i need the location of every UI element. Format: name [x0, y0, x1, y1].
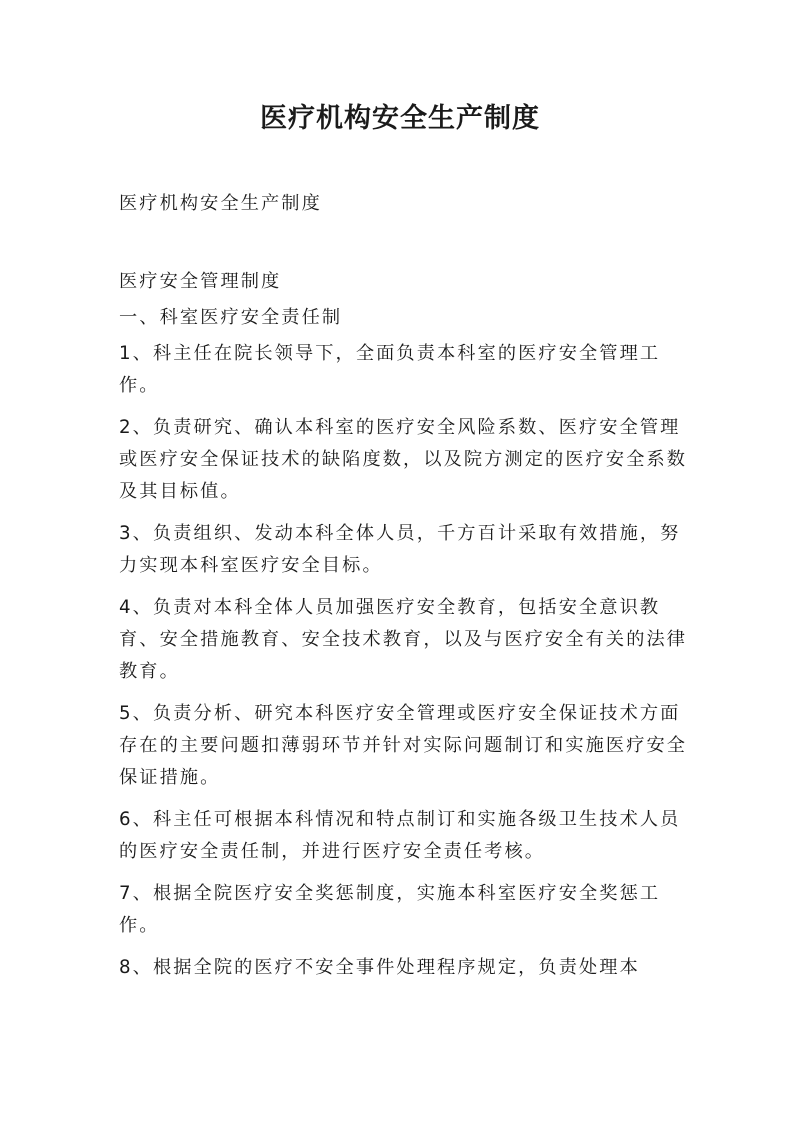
chapter-heading: 一、科室医疗安全责任制	[119, 307, 343, 328]
list-item: 1、科主任在院长领导下，全面负责本科室的医疗安全管理工作。	[119, 343, 661, 396]
document-subtitle: 医疗机构安全生产制度	[119, 193, 322, 214]
list-item: 2、负责研究、确认本科室的医疗安全风险系数、医疗安全管理或医疗安全保证技术的缺陷度数，以及院方测定的医疗安全系数及其目标值。	[119, 417, 688, 502]
list-item: 5、负责分析、研究本科医疗安全管理或医疗安全保证技术方面存在的主要问题扣薄弱环节并针对实际问题制订和实施医疗安全保证措施。	[119, 703, 688, 788]
list-item: 4、负责对本科全体人员加强医疗安全教育，包括安全意识教育、安全措施教育、安全技术教育，以及与医疗安全有关的法律教育。	[119, 597, 688, 682]
list-item: 3、负责组织、发动本科全体人员，千方百计采取有效措施，努力实现本科室医疗安全目标。	[119, 523, 681, 576]
document-body	[119, 188, 689, 994]
list-item: 6、科主任可根据本科情况和特点制订和实施各级卫生技术人员的医疗安全责任制，并进行医疗安全责任考核。	[119, 809, 681, 862]
document-title: 医疗机构安全生产制度	[260, 103, 540, 134]
section-heading: 医疗安全管理制度	[119, 271, 282, 292]
list-item: 7、根据全院医疗安全奖惩制度，实施本科室医疗安全奖惩工作。	[119, 883, 661, 936]
list-item: 8、根据全院的医疗不安全事件处理程序规定，负责处理本	[119, 957, 640, 978]
